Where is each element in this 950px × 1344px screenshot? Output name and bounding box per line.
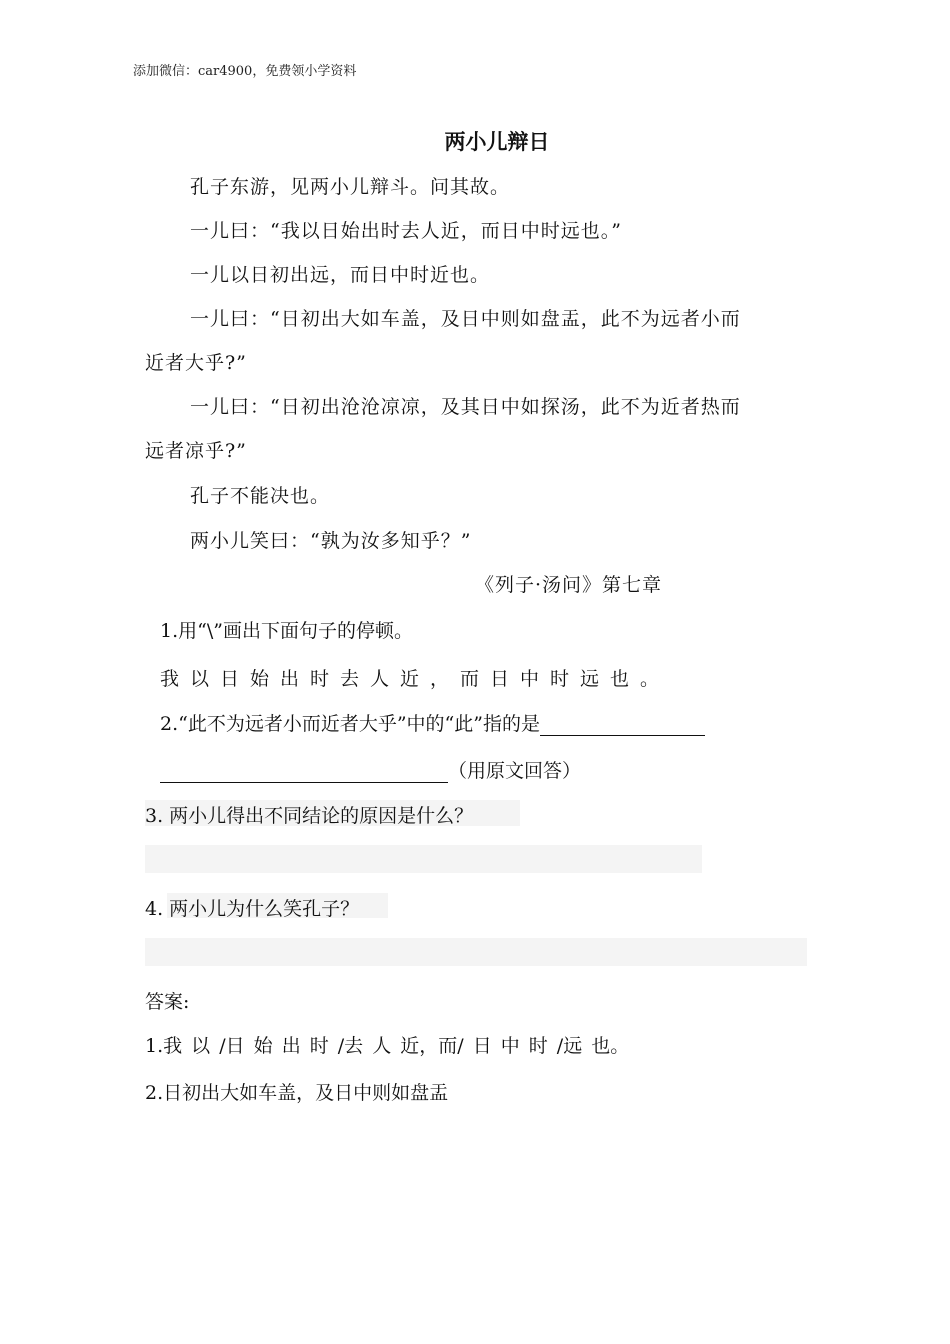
answer-blank-2[interactable] [160,760,448,783]
question-2-line-2 [160,756,581,783]
page-title: 两小儿辩日 [444,129,550,154]
passage-paragraph-7: 两小儿笑曰：“孰为汝多知乎？” [190,530,472,552]
question-4: 4. 两小儿为什么笑孔子？ [145,898,360,920]
passage-paragraph-5-line-2: 远者凉乎?” [145,440,247,462]
question-2-line-1 [160,709,705,736]
passage-paragraph-3: 一儿以日初出远，而日中时近也。 [190,264,491,286]
answers-heading: 答案: [145,991,190,1013]
passage-paragraph-4-line-1: 一儿曰：“日初出大如车盖，及日中则如盘盂，此不为远者小而 [190,308,741,330]
answer-1: 1.我 以 /日 始 出 时 /去 人 近，而/ 日 中 时 /远 也。 [145,1035,630,1057]
question-2-note: （用原文回答） [448,760,582,782]
answer-blank-1[interactable] [540,713,705,736]
page-header: 添加微信：car4900，免费领小学资料 [133,64,357,79]
answer-2: 2.日初出大如车盖，及日中则如盘盂 [145,1082,449,1104]
passage-paragraph-4-line-2: 近者大乎?” [145,352,247,374]
question-3: 3. 两小儿得出不同结论的原因是什么？ [145,805,474,827]
question-1-sentence: 我以日始出时去人近，而日中时远也。 [160,668,671,690]
answer-area-4[interactable] [145,938,807,966]
answer-area-3[interactable] [145,845,702,873]
passage-paragraph-2: 一儿曰：“我以日始出时去人近，而日中时远也。” [190,220,622,242]
question-2-text: 2.“此不为远者小而近者大乎”中的“此”指的是 [160,713,540,735]
passage-paragraph-1: 孔子东游，见两小儿辩斗。问其故。 [190,176,511,198]
passage-paragraph-6: 孔子不能决也。 [190,485,331,507]
passage-paragraph-5-line-1: 一儿曰：“日初出沧沧凉凉，及其日中如探汤，此不为近者热而 [190,396,741,418]
question-1: 1.用“\”画出下面句子的停顿。 [160,620,413,642]
passage-source: 《列子·汤问》第七章 [475,574,663,596]
